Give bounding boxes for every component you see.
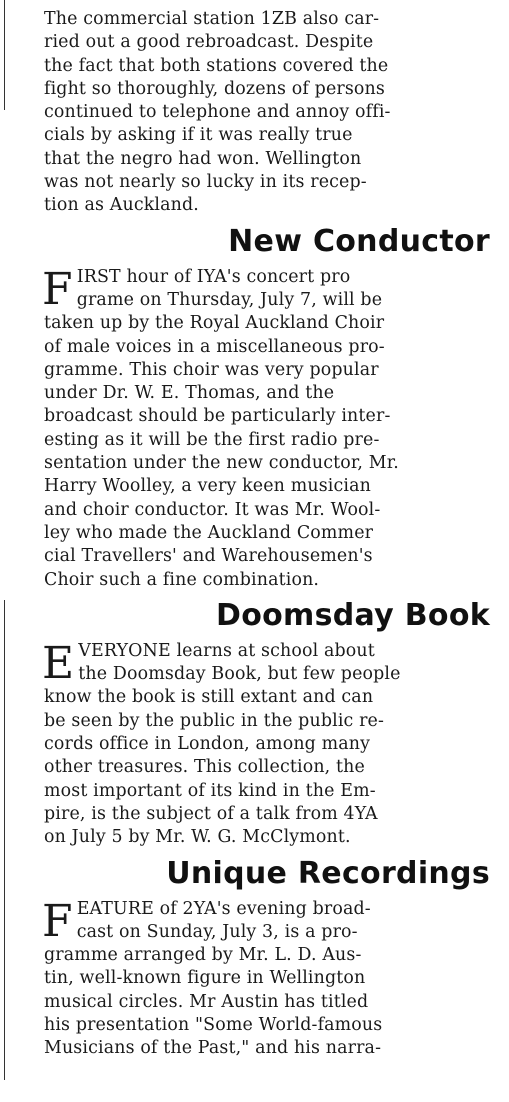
- text-line: continued to telephone and annoy offi-: [44, 102, 391, 123]
- text-line: cast on Sunday, July 3, is a pro-: [76, 921, 358, 942]
- article-column: [44, 8, 496, 1061]
- text-line: ley who made the Auckland Commer: [44, 522, 374, 543]
- text-line: cials by asking if it was really true: [44, 125, 353, 146]
- section-heading-doomsday-book: Doomsday Book: [216, 597, 490, 633]
- text-line: musical circles. Mr Austin has titled: [44, 991, 369, 1012]
- column-rule-lower: [4, 600, 5, 1080]
- text-line: Harry Woolley, a very keen musician: [44, 476, 371, 497]
- text-line: The commercial station 1ZB also car-: [44, 9, 380, 29]
- text-line: the Doomsday Book, but few people: [78, 664, 401, 685]
- section-heading-new-conductor: New Conductor: [228, 223, 490, 259]
- text-line: tion as Auckland.: [44, 195, 199, 216]
- text-line: fight so thoroughly, dozens of persons: [44, 78, 385, 99]
- text-line: his presentation "Some World-famous: [44, 1014, 383, 1035]
- text-line: gramme arranged by Mr. L. D. Aus-: [44, 945, 362, 966]
- drop-cap: E: [42, 637, 75, 689]
- text-line: grame on Thursday, July 7, will be: [76, 289, 383, 310]
- intro-paragraph: [44, 8, 496, 218]
- text-line: was not nearly so lucky in its recep-: [44, 172, 367, 193]
- text-line: and choir conductor. It was Mr. Wool-: [44, 499, 381, 520]
- text-line: broadcast should be particularly inter-: [44, 406, 391, 427]
- text-line: ried out a good rebroadcast. Despite: [44, 32, 374, 53]
- unique-recordings-paragraph: [42, 895, 496, 1061]
- text-line: Choir such a fine combination.: [44, 569, 320, 590]
- new-conductor-paragraph: [42, 263, 496, 592]
- text-line: taken up by the Royal Auckland Choir: [44, 313, 385, 334]
- text-line: IRST hour of IYA's concert pro: [76, 266, 351, 287]
- text-line: pire, is the subject of a talk from 4YA: [44, 803, 378, 824]
- column-rule-upper: [4, 0, 5, 110]
- text-line: most important of its kind in the Em-: [44, 780, 376, 801]
- text-line: cords office in London, among many: [44, 734, 371, 755]
- section-heading-unique-recordings: Unique Recordings: [166, 855, 490, 891]
- text-line: cial Travellers' and Warehousemen's: [44, 546, 373, 567]
- text-line: the fact that both stations covered the: [44, 55, 389, 76]
- text-line: gramme. This choir was very popular: [44, 359, 379, 380]
- text-line: esting as it will be the first radio pre-: [44, 429, 380, 450]
- text-line: VERYONE learns at school about: [78, 640, 375, 661]
- drop-cap: F: [42, 263, 73, 315]
- text-line: on July 5 by Mr. W. G. McClymont.: [44, 827, 351, 848]
- text-line: that the negro had won. Wellington: [44, 148, 362, 169]
- text-line: EATURE of 2YA's evening broad-: [76, 898, 371, 919]
- drop-cap: F: [42, 895, 73, 947]
- text-line: under Dr. W. E. Thomas, and the: [44, 383, 335, 404]
- text-line: be seen by the public in the public re-: [44, 710, 385, 731]
- text-line: of male voices in a miscellaneous pro-: [44, 336, 385, 357]
- doomsday-book-paragraph: [42, 637, 496, 850]
- text-line: other treasures. This collection, the: [44, 757, 365, 778]
- text-line: Musicians of the Past," and his narra-: [44, 1038, 382, 1059]
- text-line: know the book is still extant and can: [44, 687, 374, 708]
- text-line: sentation under the new conductor, Mr.: [44, 453, 399, 474]
- text-line: tin, well-known figure in Wellington: [44, 968, 366, 989]
